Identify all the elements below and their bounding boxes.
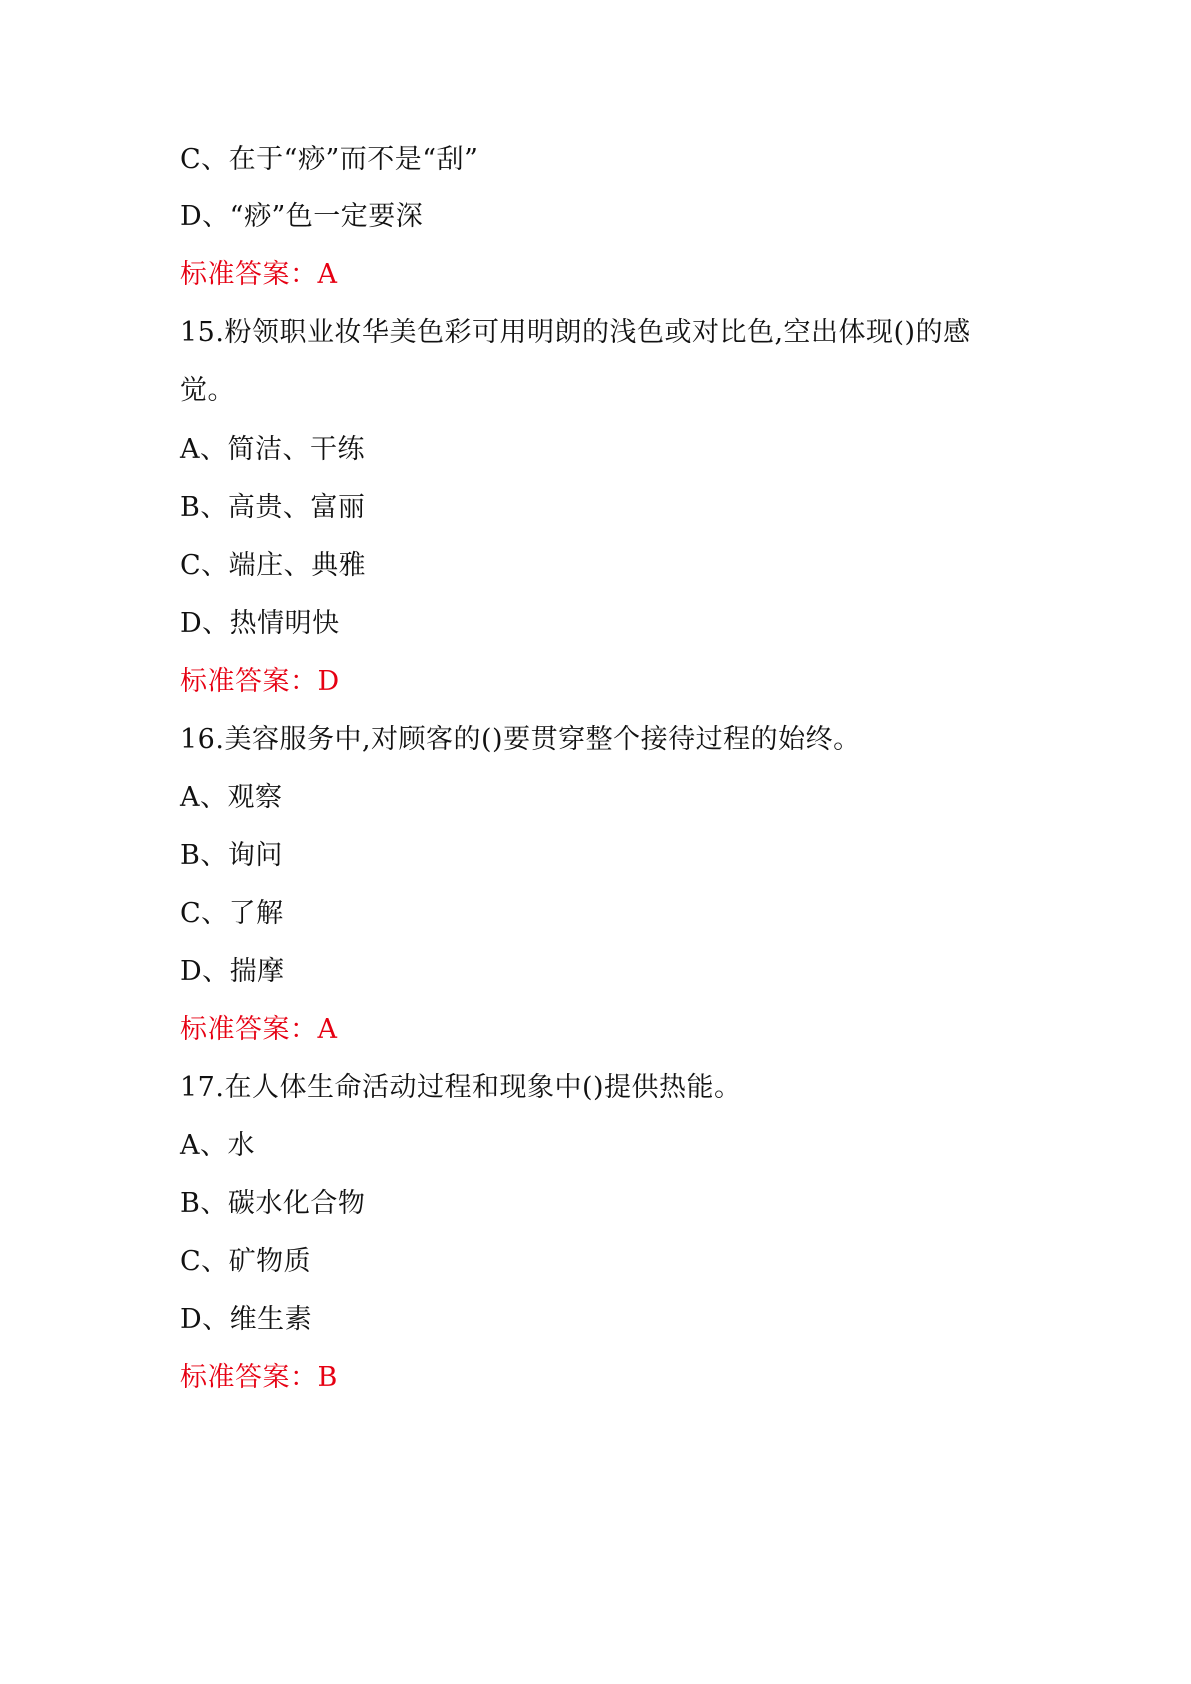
option-d-q14: D、“痧”色一定要深 (180, 201, 424, 232)
option-d-q16: D、揣摩 (180, 956, 285, 987)
answer-label: 标准答案： (180, 1014, 318, 1045)
answer-label: 标准答案： (180, 259, 318, 290)
question-15-continued: 觉。 (180, 375, 235, 406)
question-16: 16.美容服务中,对顾客的()要贯穿整个接待过程的始终。 (180, 724, 861, 755)
option-d-q17: D、维生素 (180, 1304, 313, 1335)
option-b-q15: B、高贵、富丽 (180, 492, 366, 523)
option-c-q16: C、了解 (180, 898, 284, 929)
document-page (180, 0, 1080, 1684)
answer-label: 标准答案： (180, 666, 318, 697)
answer-q14 (180, 257, 338, 293)
option-c-q17: C、矿物质 (180, 1246, 312, 1277)
option-c-q14: C、在于“痧”而不是“刮” (180, 144, 479, 175)
option-b-q16: B、询问 (180, 840, 283, 871)
answer-q16 (180, 1012, 338, 1048)
answer-value: A (317, 1014, 338, 1045)
option-a-q16: A、观察 (180, 782, 283, 813)
option-c-q15: C、端庄、典雅 (180, 550, 367, 581)
answer-value: B (317, 1362, 338, 1393)
answer-label: 标准答案： (180, 1362, 318, 1393)
answer-value: D (317, 666, 340, 697)
answer-value: A (317, 259, 338, 290)
answer-q17 (180, 1360, 338, 1396)
option-d-q15: D、热情明快 (180, 608, 340, 639)
answer-q15 (180, 664, 340, 700)
option-a-q17: A、水 (180, 1130, 255, 1161)
question-15: 15.粉领职业妆华美色彩可用明朗的浅色或对比色,空出体现()的感 (180, 317, 971, 348)
option-a-q15: A、简洁、干练 (180, 434, 365, 465)
option-b-q17: B、碳水化合物 (180, 1188, 366, 1219)
question-17: 17.在人体生命活动过程和现象中()提供热能。 (180, 1072, 742, 1103)
